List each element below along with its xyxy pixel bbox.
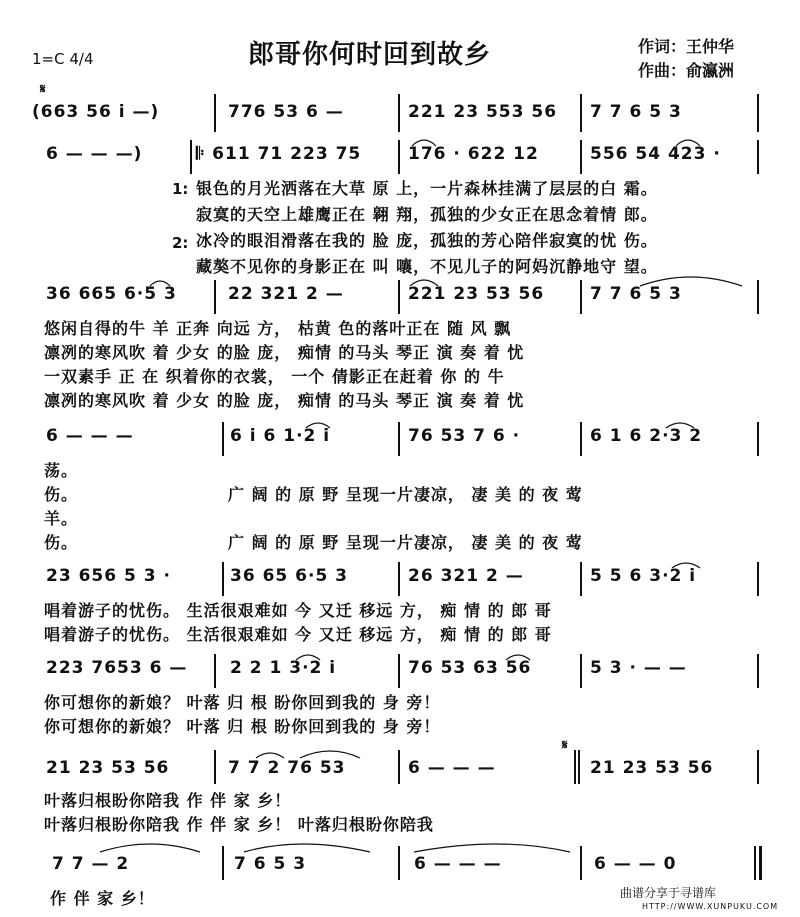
barline <box>398 562 400 596</box>
barline <box>398 750 400 784</box>
barline <box>398 94 400 132</box>
lyric-line: 一双素手 正 在 织着你的衣裳， 一个 倩影正在赶着 你 的 牛 <box>44 367 505 386</box>
measure: 6 — — — <box>414 854 502 874</box>
barline <box>398 422 400 456</box>
measure: 7 7 — 2 <box>52 854 130 874</box>
barline <box>757 750 759 784</box>
barline <box>580 94 582 132</box>
measure: 36 65 6·5 3 <box>230 566 349 586</box>
lyric-line: 伤。 <box>44 485 79 504</box>
measure: 36 665 6·5 3 <box>46 284 177 304</box>
notation-row <box>0 658 800 688</box>
segno-sign: 𝄋 <box>562 738 568 753</box>
final-barline <box>759 846 762 880</box>
measure: 6 — — — <box>46 426 134 446</box>
barline <box>757 654 759 688</box>
lyric-line: 凛冽的寒风吹 着 少女 的脸 庞， 痴情 的马头 琴正 演 奏 着 忧 <box>44 391 525 410</box>
notation-row <box>0 102 800 132</box>
measure: 776 53 6 — <box>228 102 344 122</box>
barline <box>214 750 216 784</box>
lyric-line: 藏獒不见你的身影正在 叫 嚷，不见儿子的阿妈沉静地守 望。 <box>196 257 658 276</box>
lyric-line: 广 阔 的 原 野 呈现一片凄凉， 凄 美 的 夜 莺 <box>228 533 583 552</box>
lyric-line: 你可想你的新娘？ 叶落 归 根 盼你回到我的 身 旁！ <box>44 717 441 736</box>
barline <box>580 654 582 688</box>
lyric-line: 羊。 <box>44 509 79 528</box>
measure: 𝄆 611 71 223 75 <box>196 144 362 164</box>
composer-credit: 作曲：俞瀛洲 <box>638 61 735 80</box>
barline <box>757 422 759 456</box>
measure: 76 53 63 56 <box>408 658 532 678</box>
barline <box>757 562 759 596</box>
lyric-line: 凛冽的寒风吹 着 少女 的脸 庞， 痴情 的马头 琴正 演 奏 着 忧 <box>44 343 525 362</box>
lyric-line: 银色的月光洒落在大草 原 上，一片森林挂满了层层的白 霜。 <box>196 179 658 198</box>
measure: 21 23 53 56 <box>590 758 714 778</box>
measure: 223 7653 6 — <box>46 658 188 678</box>
barline <box>222 846 224 880</box>
barline <box>580 846 582 880</box>
watermark: 曲谱分享于寻谱库 <box>620 886 717 900</box>
measure: 21 23 53 56 <box>46 758 170 778</box>
barline <box>222 562 224 596</box>
measure: 176 · 622 12 <box>408 144 539 164</box>
barline <box>214 94 216 132</box>
segno-sign: 𝄋 <box>40 82 46 97</box>
lyric-line: 悠闲自得的牛 羊 正奔 向远 方， 枯黄 色的落叶正在 随 风 飘 <box>44 319 512 338</box>
measure: 5 3 · — — <box>590 658 687 678</box>
barline <box>398 846 400 880</box>
song-title: 郎哥你何时回到故乡 <box>248 40 492 70</box>
measure: 6 — — — <box>408 758 496 778</box>
slur <box>300 751 360 758</box>
notation-row <box>0 144 800 174</box>
barline <box>757 140 759 174</box>
barline <box>580 280 582 314</box>
notation-row <box>0 758 800 788</box>
lyric-line: 叶落归根盼你陪我 作 伴 家 乡！ <box>44 791 292 810</box>
measure: 2 2 1 3·2 i <box>230 658 337 678</box>
barline <box>580 422 582 456</box>
barline <box>398 140 400 174</box>
notation-row <box>0 426 800 456</box>
lyric-line: 伤。 <box>44 533 79 552</box>
measure: 221 23 553 56 <box>408 102 558 122</box>
watermark-url: HTTP://WWW.XUNPUKU.COM <box>642 902 779 911</box>
barline <box>757 280 759 314</box>
measure: 7 7 6 5 3 <box>590 102 682 122</box>
lyricist-credit: 作词：王仲华 <box>638 37 735 56</box>
barline <box>222 422 224 456</box>
measure: 26 321 2 — <box>408 566 524 586</box>
notation-row <box>0 566 800 596</box>
measure: (663 56 i —) <box>32 102 160 122</box>
barline <box>398 654 400 688</box>
measure: 76 53 7 6 · <box>408 426 521 446</box>
measure: 7 7 6 5 3 <box>590 284 682 304</box>
measure: 6 1 6 2·3 2 <box>590 426 703 446</box>
lyric-line: 唱着游子的忧伤。 生活很艰难如 今 又迁 移远 方， 痴 情 的 郎 哥 <box>44 625 552 644</box>
lyric-line: 唱着游子的忧伤。 生活很艰难如 今 又迁 移远 方， 痴 情 的 郎 哥 <box>44 601 552 620</box>
measure: 5 5 6 3·2 i <box>590 566 697 586</box>
slur <box>244 844 370 852</box>
barline <box>398 280 400 314</box>
measure: 7 7 2 76 53 <box>228 758 346 778</box>
key-signature: 1=C 4/4 <box>32 50 94 68</box>
barline <box>214 280 216 314</box>
lyric-line: 你可想你的新娘？ 叶落 归 根 盼你回到我的 身 旁！ <box>44 693 441 712</box>
measure: 7 6 5 3 <box>234 854 307 874</box>
slur <box>414 844 570 852</box>
measure: 22 321 2 — <box>228 284 344 304</box>
lyric-line: 广 阔 的 原 野 呈现一片凄凉， 凄 美 的 夜 莺 <box>228 485 583 504</box>
barline <box>574 750 576 784</box>
measure: 6 — — 0 <box>594 854 677 874</box>
lyric-line: 作 伴 家 乡！ <box>50 889 155 908</box>
measure: 6 — — —) <box>46 144 143 164</box>
barline <box>757 94 759 132</box>
measure: 221 23 53 56 <box>408 284 545 304</box>
barline <box>580 140 582 174</box>
barline <box>190 140 192 174</box>
lyric-line: 叶落归根盼你陪我 作 伴 家 乡！ 叶落归根盼你陪我 <box>44 815 434 834</box>
lyric-line: 寂寞的天空上雄鹰正在 翱 翔，孤独的少女正在思念着情 郎。 <box>196 205 658 224</box>
measure: 6 i 6 1·2 i <box>230 426 331 446</box>
lyric-line: 冰冷的眼泪滑落在我的 脸 庞，孤独的芳心陪伴寂寞的忧 伤。 <box>196 231 658 250</box>
notation-row <box>0 854 800 884</box>
measure: 23 656 5 3 · <box>46 566 171 586</box>
notation-row <box>0 284 800 314</box>
barline <box>214 654 216 688</box>
barline <box>578 750 580 784</box>
barline <box>580 562 582 596</box>
slur <box>100 844 200 852</box>
measure: 556 54 423 · <box>590 144 721 164</box>
verse-number: 2: <box>172 234 189 252</box>
barline <box>754 846 756 880</box>
verse-number: 1: <box>172 180 189 198</box>
lyric-line: 荡。 <box>44 461 79 480</box>
